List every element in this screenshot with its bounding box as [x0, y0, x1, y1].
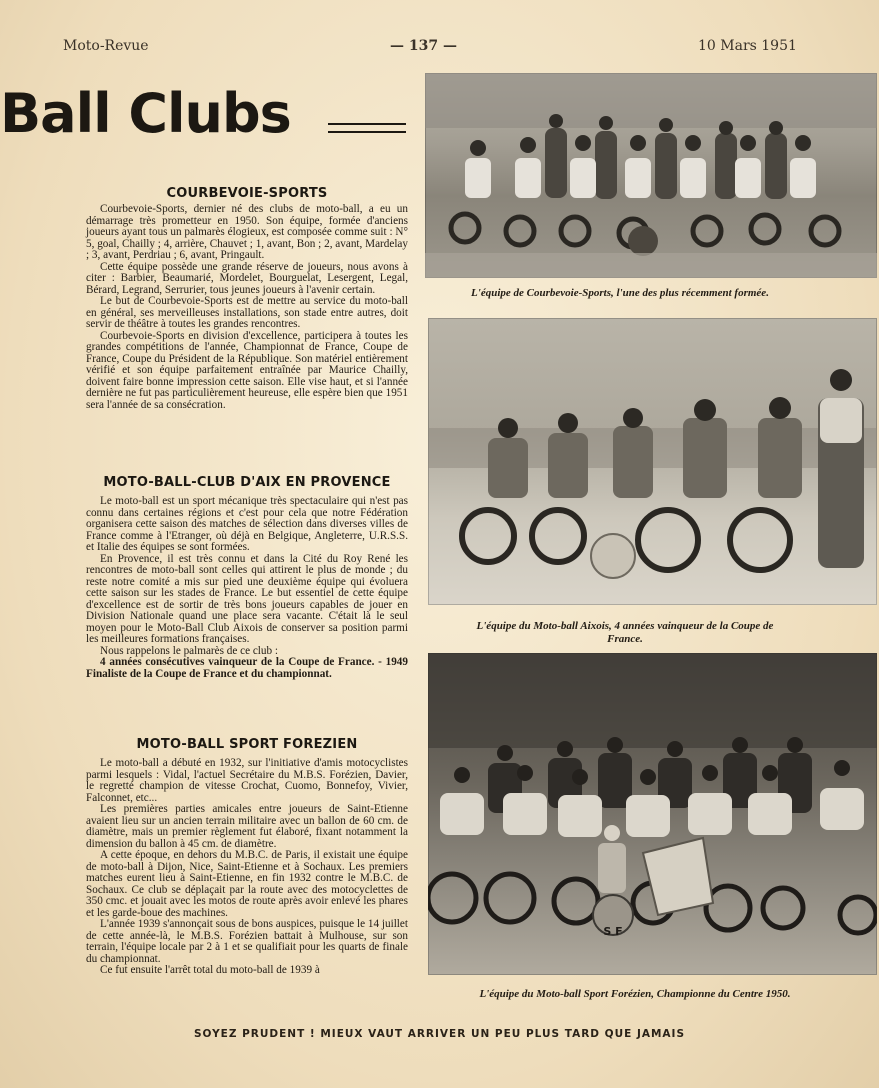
team-photo-illustration [428, 653, 877, 975]
paragraph: L'année 1939 s'annonçait sous de bons auspices, puisque le 14 juillet de cette année-là, le M.B.S. Forézien battait à Mulhouse, sur son terrain, l'équipe locale par 2 à 1 et se qualifiait pour les quarts de finale du championnat. [86, 918, 408, 965]
caption-courbevoie: L'équipe de Courbevoie-Sports, l'une des plus récemment formée. [471, 287, 769, 299]
title-rule [328, 131, 406, 133]
section-forezien [86, 737, 408, 977]
paragraph: Les premières parties amicales entre joueurs de Saint-Etienne avaient lieu sur un ancien terrain militaire avec un ballon de 60 cm. de diamètre, mais un premier règlement fut élaboré, fixant notamment la dimension du ballon à 45 cm. de diamètre. [86, 803, 408, 850]
caption-aix: L'équipe du Moto-ball Aixois, 4 années vainqueur de la Coupe de France. [476, 620, 774, 645]
caption-forezien: L'équipe du Moto-ball Sport Forézien, Championne du Centre 1950. [479, 988, 791, 1000]
paragraph: Courbevoie-Sports en division d'excellence, participera à toutes les grandes compétitions de l'année, Championnat de France, Coupe de France, Coupe du Président de la République. Son matériel entièrement vérifié et son équipe parfaitement entraînée par Maurice Chailly, doivent faire bonne impression cette saison. Elle vise haut, et si l'année dernière ne fut pas particulièrement heureuse, elle espère bien que 1951 sera l'année de sa consécration. [86, 329, 408, 411]
paragraph: Ce fut ensuite l'arrêt total du moto-ball de 1939 à [100, 964, 320, 976]
paragraph: Courbevoie-Sports, dernier né des clubs de moto-ball, a eu un démarrage très prometteur en 1950. Son équipe, formée d'anciens joueurs ayant tous un palmarès élogieux, est composée comme suit : N° 5, goal, Chailly ; 4, arrière, Chauvet ; 1, avant, Bon ; 2, avant, Mardelay ; 3, avant, Perdriau ; 6, avant, Pringault. [86, 203, 408, 261]
section-body [86, 204, 408, 411]
section-body [86, 496, 408, 680]
section-heading: COURBEVOIE-SPORTS [166, 186, 328, 201]
team-photo-illustration [425, 73, 877, 278]
paragraph: A cette époque, en dehors du M.B.C. de Paris, il existait une équipe de moto-ball à Dijon, Nice, Saint-Etienne et à Sochaux. Les premiers matches eurent lieu à Saint-Etienne, en fin 1932 contre le M.B.C. de Sochaux. Ce club se déplaçait par la route avec des motocyclettes de 350 cmc. et jouait avec les motos de route après avoir enlevé les phares et les garde-boue des machines. [86, 849, 408, 919]
section-body [86, 758, 408, 977]
publication-name: Moto-Revue [63, 38, 149, 54]
photo-courbevoie-team [425, 73, 877, 278]
page-number: — 137 — [390, 38, 457, 54]
section-heading: MOTO-BALL-CLUB D'AIX EN PROVENCE [103, 475, 391, 490]
team-photo-illustration [428, 318, 877, 605]
photo-aix-team [428, 318, 877, 605]
footer-slogan: SOYEZ PRUDENT ! MIEUX VAUT ARRIVER UN PEU PLUS TARD QUE JAMAIS [193, 1028, 686, 1040]
photo-forezien-team [428, 653, 877, 975]
ball-marking: S F [603, 925, 623, 938]
paragraph: Le moto-ball a débuté en 1932, sur l'initiative d'amis motocyclistes parmi lesquels : Vidal, l'actuel Secrétaire du M.B.S. Forézien, Davier, le regretté champion de vitesse Crochat, Cuomo, Bonnefoy, Vivier, Falconnet, etc... [86, 757, 408, 804]
paragraph: En Provence, il est très connu et dans la Cité du Roy René les rencontres de moto-ball sont celles qui attirent le plus de monde ; du reste notre comité a mis sur pied une deuxième équipe qui évoluera cette saison sur les stades de France. Le but essentiel de cette équipe d'excellence est de sortir de très bons joueurs capables de jouer en Division Nationale quand une place sera vacante. C'était là le seul moyen pour le Moto-Ball Club Aixois de conserver sa position parmi les meilleures formations françaises. [86, 552, 408, 645]
section-aix [86, 475, 408, 680]
section-heading: MOTO-BALL SPORT FOREZIEN [136, 737, 358, 752]
title-rule [328, 123, 406, 125]
section-courbevoie [86, 186, 408, 411]
paragraph: Le but de Courbevoie-Sports est de mettre au service du moto-ball en général, ses merveilleuses installations, son stade entre autres, doit servir de théâtre à toutes les grandes rencontres. [86, 295, 408, 330]
paragraph: Cette équipe possède une grande réserve de joueurs, nous avons à citer : Barbier, Beaumarié, Mordelet, Bourguelat, Lesergent, Legal, Bérard, Legrand, Serrurier, tous jeunes joueurs à l'avenir certain. [86, 260, 408, 296]
paragraph: Le moto-ball est un sport mécanique très spectaculaire qui n'est pas connu dans certaines régions et c'est pour cela que notre Fédération organisera cette saison des matches de sélection dans diverses villes de France comme à l'Etranger, où déjà en Belgique, Angleterre, U.R.S.S. et Italie des équipes se sont formées. [86, 495, 408, 553]
issue-date: 10 Mars 1951 [698, 38, 797, 54]
paragraph: 4 années consécutives vainqueur de la Coupe de France. - 1949 Finaliste de la Coupe de France et du championnat. [86, 656, 408, 680]
page-title: Ball Clubs [0, 82, 291, 145]
paragraph: Nous rappelons le palmarès de ce club : [100, 644, 279, 657]
